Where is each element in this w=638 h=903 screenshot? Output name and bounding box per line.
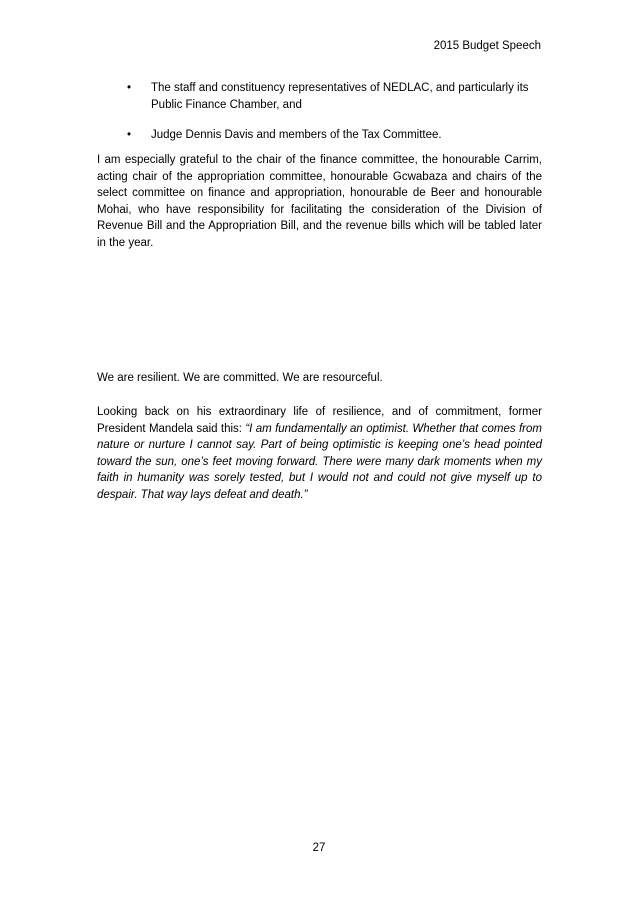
acknowledgement-list <box>97 80 542 158</box>
gratitude-paragraph: I am especially grateful to the chair of the finance committee, the honourable Carrim, acting chair of the appropriation committee, honourable Gcwabaza and chairs of the select committee on finance and appropriation, honourable de Beer and honourable Mohai, who have responsibility for facilitating the consideration of the Division of Revenue Bill and the Appropriation Bill, and the revenue bills which will be tabled later in the year. <box>97 154 542 249</box>
mandela-paragraph <box>97 404 542 503</box>
running-header: 2015 Budget Speech <box>433 40 541 52</box>
list-item-text: Judge Dennis Davis and members of the Tax Committee. <box>151 129 442 141</box>
bullet-icon: • <box>127 82 132 94</box>
mandela-quote: “I am fundamentally an optimist. Whether that comes from nature or nurture I cannot say. Part of being optimistic is keeping one’s head pointed toward the sun, one’s feet moving forward. There were many dark moments when my faith in humanity was sorely tested, but I would not and could not give myself up to despair. That way lays defeat and death.” <box>97 422 542 501</box>
list-item <box>97 127 542 144</box>
bullet-icon: • <box>127 129 132 141</box>
page-number: 27 <box>312 842 326 854</box>
list-item-text: The staff and constituency representatives of NEDLAC, and particularly its Public Finance Chamber, and <box>151 82 529 111</box>
list-item <box>97 80 542 113</box>
mandela-intro: Looking back on his extraordinary life of resilience, and of commitment, former President Mandela said this: <box>97 406 542 435</box>
resilience-paragraph: We are resilient. We are committed. We are resourceful. <box>97 372 383 384</box>
